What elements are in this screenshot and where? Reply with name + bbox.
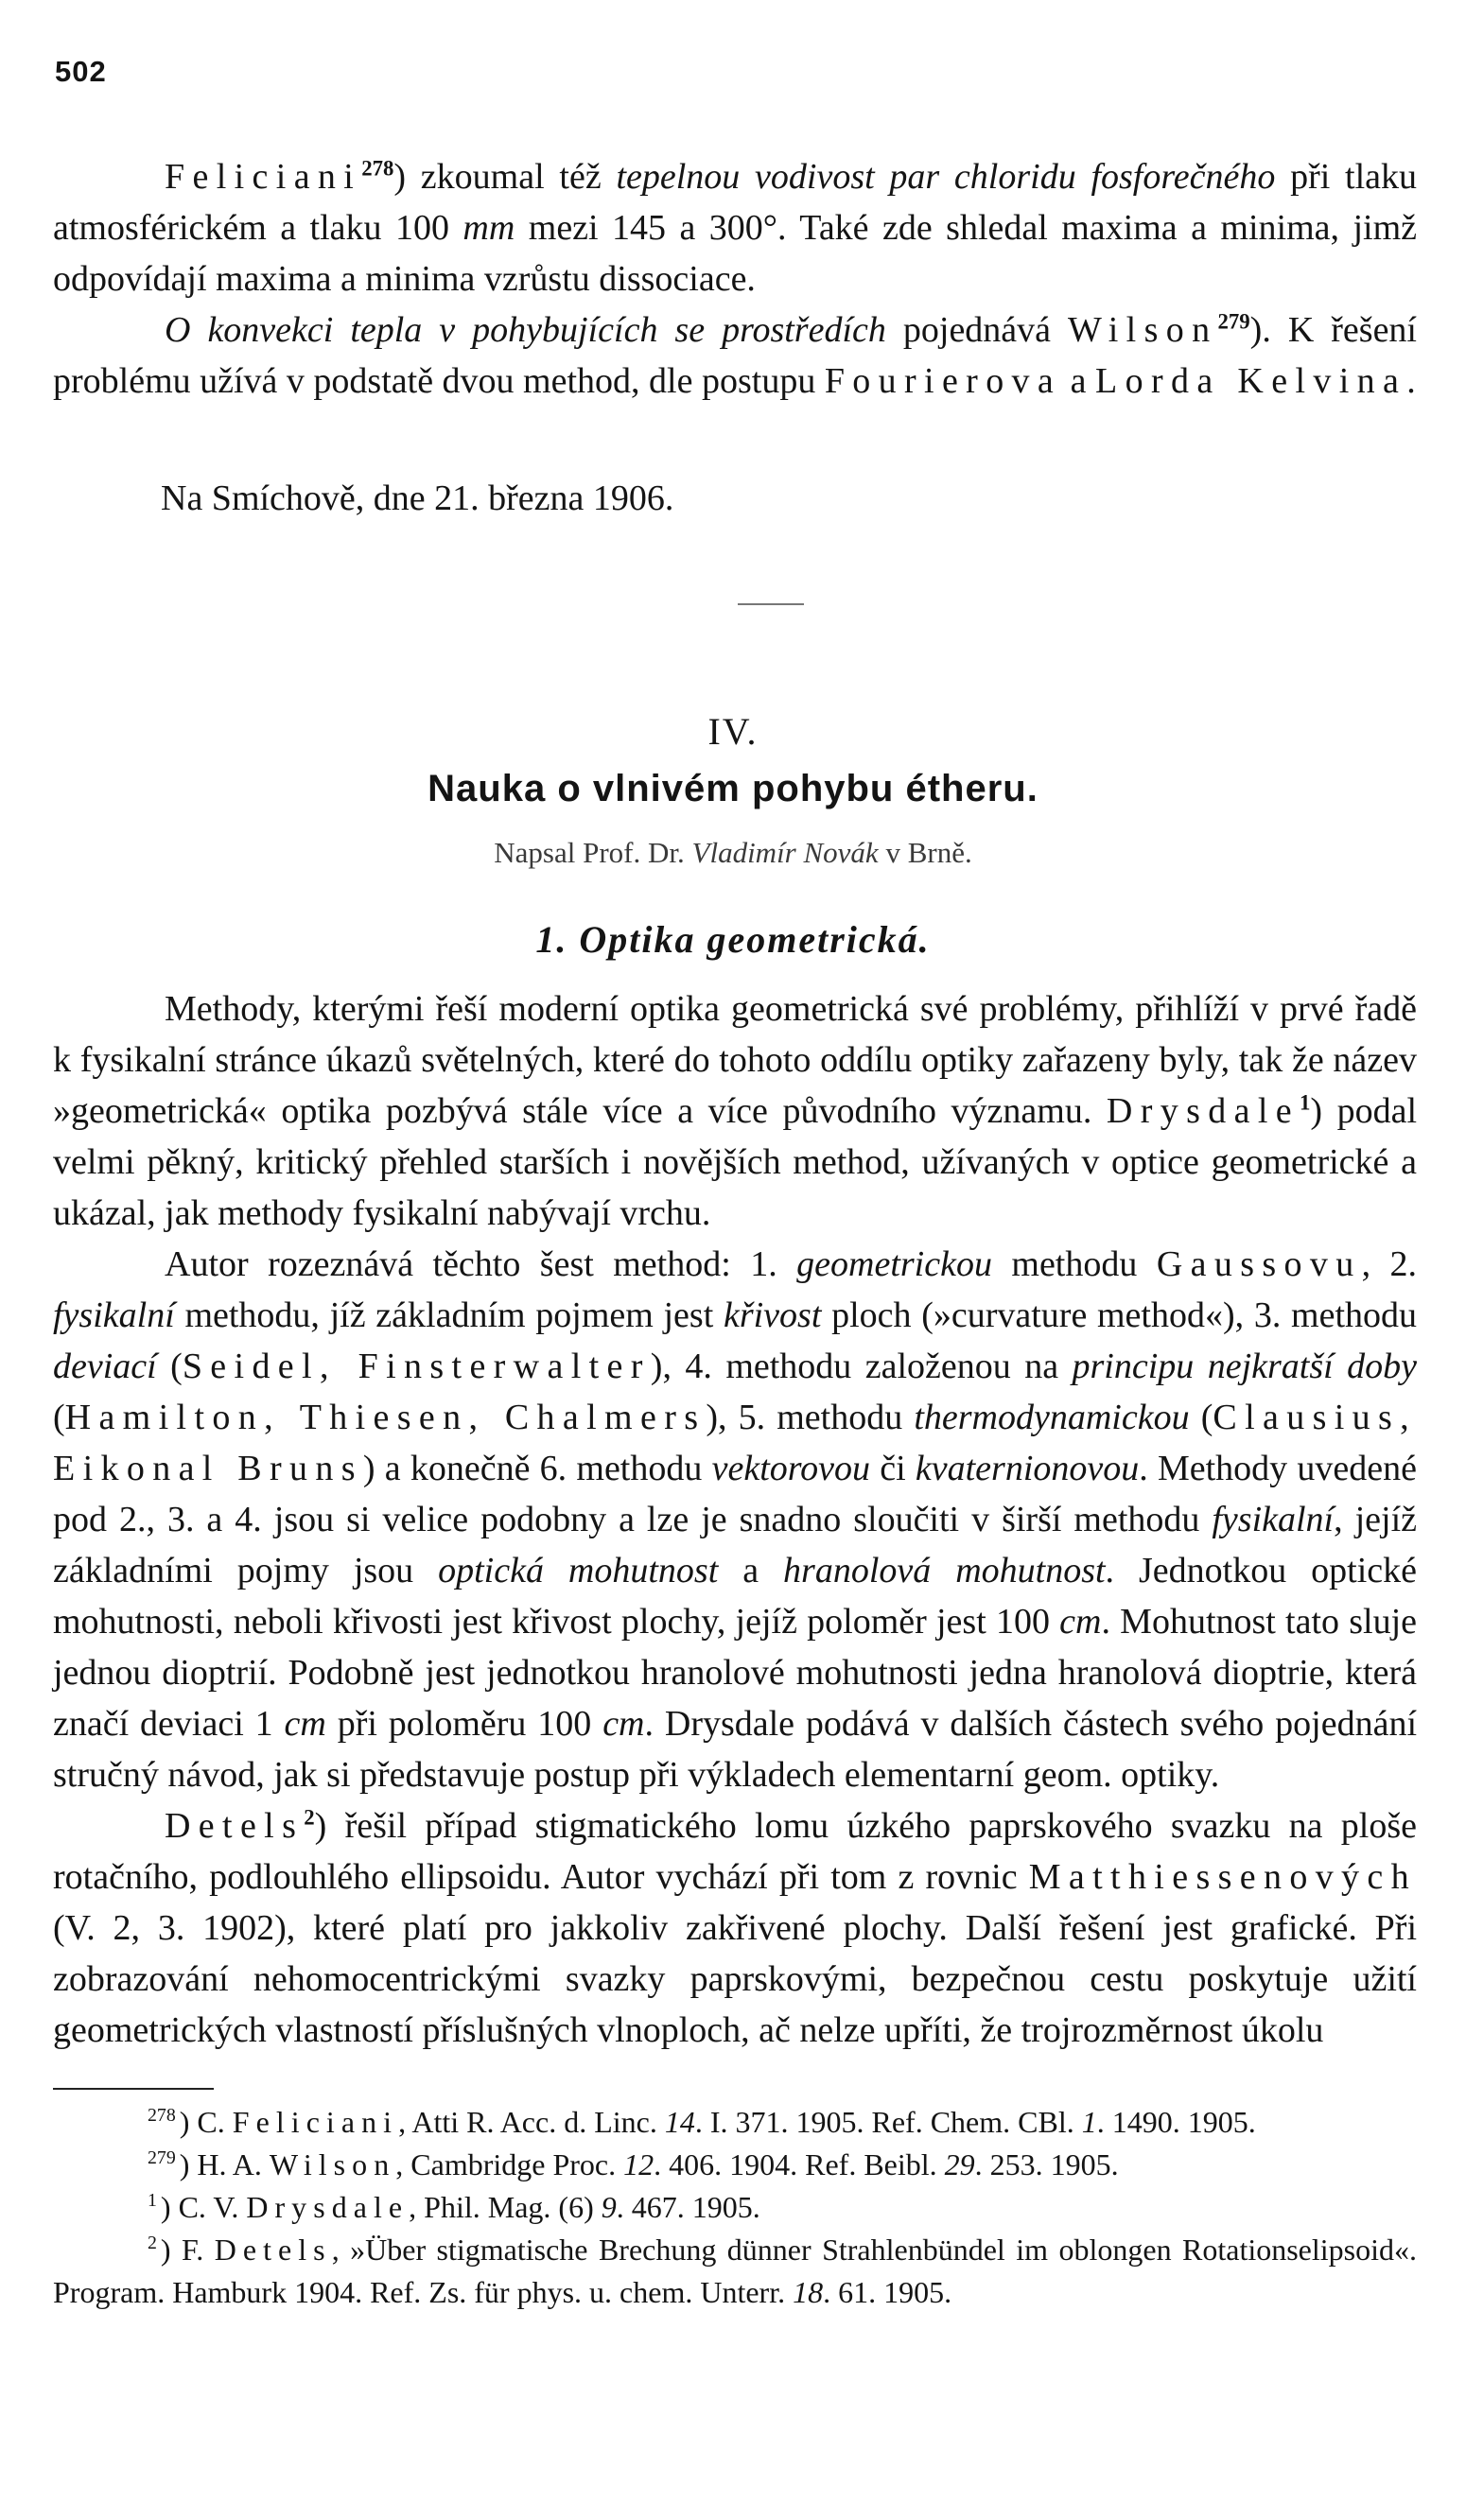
article-numeral: IV.	[707, 710, 759, 753]
text-span: ) C. V.	[160, 2190, 247, 2224]
intro-text	[53, 151, 1417, 407]
footnote-mark: 2	[148, 2233, 157, 2254]
footnote-ref[interactable]: 2	[304, 1805, 315, 1830]
person-name: Matthiessenových	[1028, 1857, 1417, 1897]
unit-italic: cm	[284, 1704, 326, 1744]
article-title: Nauka o vlnivém pohybu étheru.	[428, 768, 1038, 809]
method-italic: geometrickou	[796, 1244, 992, 1284]
footnotes	[53, 2101, 1417, 2314]
text-span: mezi 145 a 300°. Také zde shledal maxima a minima, jimž odpovídají maxima a minima vzrůstu dissociace.	[53, 208, 1417, 299]
method-italic: fysikalní	[53, 1295, 175, 1335]
volume-italic: 18	[793, 2275, 824, 2309]
method-italic: fysikalní	[1212, 1500, 1335, 1539]
person-name: Seidel, Finsterwalter	[182, 1347, 651, 1386]
body-paragraph-3	[53, 1800, 1417, 2056]
text-span: či	[870, 1449, 916, 1488]
person-name: Lorda Kelvina	[1095, 361, 1407, 401]
text-span: ) zkoumal též	[393, 157, 617, 197]
person-name: Fourierova	[824, 361, 1062, 401]
byline-suffix: v Brně.	[878, 836, 972, 869]
text-span: ) C.	[179, 2105, 233, 2139]
author-name: Drysdale	[246, 2190, 410, 2224]
footnote-ref[interactable]: 279	[1217, 309, 1250, 334]
volume-italic: 1	[1081, 2105, 1097, 2139]
author-name: Feliciani	[165, 157, 362, 197]
page-number: 502	[55, 55, 107, 88]
text-span: ), 4. methodu založenou na	[650, 1347, 1073, 1386]
text-span: při tlaku atmosférickém a tlaku 100	[53, 157, 1418, 248]
text-span: Methody, kterými řeší moderní optika geometrická své problémy, přihlíží v prvé řadě k fysikalní stránce úkazů světelných, které do tohoto oddílu optiky zařazeny byly, tak že název »geometrická« optika pozbývá stále více a více původního významu.	[53, 989, 1417, 1131]
article-byline	[0, 836, 1466, 870]
dateline: Na Smíchově, dne 21. března 1906.	[161, 478, 674, 518]
method-italic: křivost	[723, 1295, 822, 1335]
text-span: , Phil. Mag. (6)	[409, 2190, 602, 2224]
author-name: Detels	[214, 2233, 332, 2267]
text-span: .	[1406, 361, 1416, 401]
unit-italic: mm	[462, 208, 515, 248]
text-span: (	[156, 1347, 183, 1386]
text-span: Autor rozeznává těchto šest method: 1.	[165, 1244, 797, 1284]
concept-italic: optická mohutnost	[438, 1551, 719, 1590]
text-span: (V. 2, 3. 1902), které platí pro jakkoliv zakřivené plochy. Další řešení jest grafické. Při zobrazování nehomocentrickými svazky paprskovými, bezpečnou cestu poskytuje užití geometrických vlastností příslušných vlnoploch, ač nelze upříti, že trojrozměrnost úkolu	[53, 1908, 1417, 2050]
footnote	[53, 2229, 1417, 2314]
text-span: (	[1189, 1398, 1213, 1437]
text-span: . Mohutnost tato sluje jednou dioptrií. Podobně jest jednotkou hranolové mohutnosti jedna hranolová dioptrie, která značí deviaci 1	[53, 1602, 1417, 1744]
volume-italic: 14	[664, 2105, 695, 2139]
intro-paragraph-1	[53, 151, 1417, 304]
text-span: , 2.	[1361, 1244, 1418, 1284]
volume-italic: 9	[601, 2190, 617, 2224]
text-span: , Cambridge Proc.	[395, 2147, 624, 2181]
text-span: methodu, jíž základním pojmem jest	[174, 1295, 724, 1335]
topic-italic: O konvekci tepla v pohybujících se prostředích	[165, 310, 886, 350]
method-italic: principu nejkratší doby	[1072, 1347, 1418, 1386]
text-span: (	[53, 1398, 65, 1437]
author-name: Detels	[165, 1806, 305, 1846]
text-span: ), 5. methodu	[706, 1398, 915, 1437]
method-italic: deviací	[53, 1347, 157, 1386]
method-italic: vektorovou	[711, 1449, 870, 1488]
intro-paragraph-2	[53, 304, 1417, 407]
text-span: . 406. 1904. Ref. Beibl.	[654, 2147, 945, 2181]
author-name: Wilson	[1068, 310, 1218, 350]
text-span: ) H. A.	[179, 2147, 270, 2181]
text-span: , jejíž základními pojmy jsou	[53, 1500, 1418, 1590]
body-paragraph-2	[53, 1239, 1417, 1800]
concept-italic: hranolová mohutnost	[783, 1551, 1106, 1590]
text-span: při poloměru 100	[325, 1704, 603, 1744]
article-body	[53, 983, 1417, 2056]
text-span: , »Über stigmatische Brechung dünner Strahlenbündel im oblongen Rotationselipsoid«. Program. Hamburk 1904. Ref. Zs. für phys. u. chem. Unterr.	[53, 2233, 1417, 2309]
author-name: Wilson	[269, 2147, 396, 2181]
text-span: . Jednotkou optické mohutnosti, neboli křivosti jest křivost plochy, jejíž poloměr jest 100	[53, 1551, 1417, 1642]
footnote-ref[interactable]: 278	[361, 156, 394, 181]
text-span: ) a konečně 6. methodu	[362, 1449, 712, 1488]
text-span: . 61. 1905.	[823, 2275, 952, 2309]
section-title: 1. Optika geometrická.	[535, 918, 931, 961]
text-span: ). K řešení problému užívá v podstatě dvou method, dle postupu	[53, 310, 1417, 401]
footnote-ref[interactable]: 1	[1299, 1090, 1311, 1115]
text-span: ) F.	[160, 2233, 215, 2267]
volume-italic: 12	[623, 2147, 654, 2181]
text-span: . 467. 1905.	[616, 2190, 760, 2224]
text-span: methodu	[991, 1244, 1157, 1284]
topic-italic: tepelnou vodivost par chloridu fosforečného	[616, 157, 1276, 197]
text-span: . Drysdale podává v dalších částech svého pojednání stručný návod, jak si představuje postup při výkladech elementarní geom. optiky.	[53, 1704, 1417, 1795]
method-italic: thermodynamickou	[914, 1398, 1190, 1437]
footnote-mark: 1	[148, 2190, 157, 2212]
volume-italic: 29	[944, 2147, 975, 2181]
author-name: Feliciani	[232, 2105, 399, 2139]
footnote-rule	[53, 2088, 214, 2090]
footnote	[53, 2186, 1417, 2229]
footnote	[53, 2144, 1417, 2186]
text-span: pojednává	[885, 310, 1069, 350]
unit-italic: cm	[1059, 1602, 1102, 1642]
unit-italic: cm	[602, 1704, 645, 1744]
text-span: a	[1061, 361, 1096, 401]
text-span: . 1490. 1905.	[1096, 2105, 1256, 2139]
text-span: ) podal velmi pěkný, kritický přehled starších i novějších method, užívaných v optice geometrické a ukázal, jak methody fysikalní nabývají vrchu.	[53, 1091, 1418, 1233]
text-span: . 253. 1905.	[974, 2147, 1119, 2181]
body-paragraph-1	[53, 983, 1417, 1239]
section-divider	[738, 603, 804, 605]
footnote	[53, 2101, 1417, 2144]
text-span: , Atti R. Acc. d. Linc.	[398, 2105, 665, 2139]
person-name: Hamilton, Thiesen, Chalmers	[64, 1398, 707, 1437]
text-span: ) řešil případ stigmatického lomu úzkého paprskového svazku na ploše rotačního, podlouhlého ellipsoidu. Autor vychází při tom z rovnic	[53, 1806, 1417, 1897]
footnote-mark: 279	[148, 2147, 176, 2169]
text-span: . I. 371. 1905. Ref. Chem. CBl.	[694, 2105, 1082, 2139]
person-name: Gaussovu	[1156, 1244, 1362, 1284]
method-italic: kvaternionovou	[915, 1449, 1140, 1488]
text-span: ploch (»curvature method«), 3. methodu	[821, 1295, 1417, 1335]
person-name: Clausius, Eikonal Bruns	[53, 1398, 1418, 1488]
author-name: Drysdale	[1106, 1091, 1300, 1131]
text-span: . Methody uvedené pod 2., 3. a 4. jsou si velice podobny a lze je snadno sloučiti v širší methodu	[53, 1449, 1417, 1539]
byline-author: Vladimír Novák	[691, 836, 879, 869]
byline-prefix: Napsal Prof. Dr.	[494, 836, 692, 869]
footnote-mark: 278	[148, 2105, 176, 2127]
text-span: a	[718, 1551, 784, 1590]
